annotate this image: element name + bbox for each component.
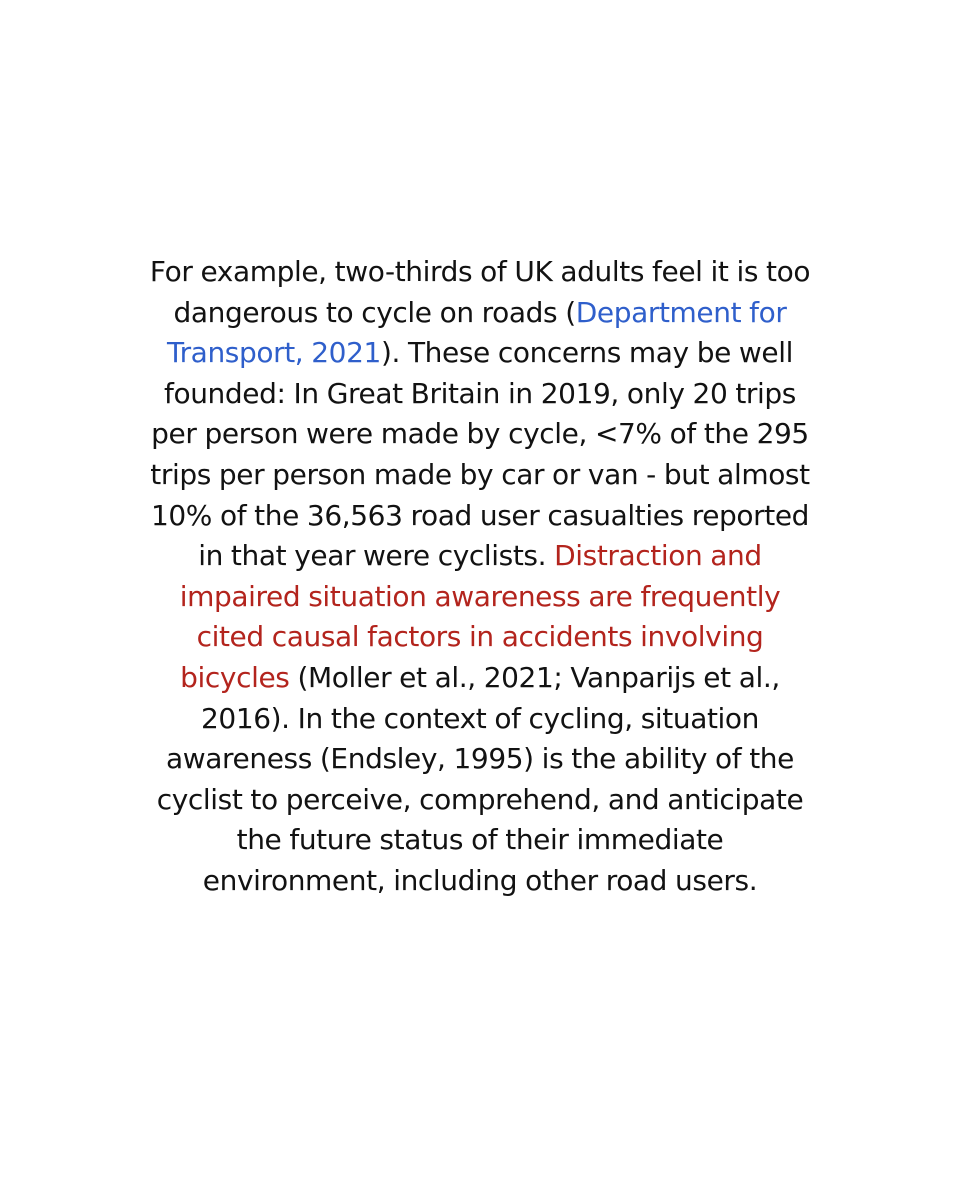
text-line	[60, 455, 900, 496]
text-run: trips per person made by car or van - but almost	[150, 457, 810, 491]
highlighted-claim: impaired situation awareness are frequently	[179, 579, 781, 613]
text-run: (Moller et al., 2021; Vanparijs et al.,	[289, 660, 780, 694]
text-run: in that year were cyclists.	[198, 539, 555, 573]
text-line	[60, 333, 900, 374]
text-line	[60, 739, 900, 780]
text-run: dangerous to cycle on roads (	[173, 295, 576, 329]
text-run: awareness (Endsley, 1995) is the ability of the	[166, 742, 794, 776]
text-run: For example, two-thirds of UK adults feel it is too	[149, 255, 811, 288]
text-run: per person were made by cycle, <7% of the 295	[151, 417, 809, 451]
text-run: the future status of their immediate	[236, 823, 724, 857]
text-line	[60, 414, 900, 455]
citation-link-dft[interactable]: Department for	[575, 295, 787, 329]
text-run: cyclist to perceive, comprehend, and anticipate	[156, 782, 804, 816]
text-run: 10% of the 36,563 road user casualties reported	[150, 498, 810, 532]
text-line	[60, 699, 900, 740]
citation-link-dft-continued[interactable]: Transport, 2021	[166, 336, 381, 370]
highlighted-claim: cited causal factors in accidents involving	[196, 620, 764, 654]
text-line	[60, 861, 900, 902]
text-line	[60, 374, 900, 415]
highlighted-claim: bicycles	[180, 660, 290, 694]
text-line	[60, 617, 900, 658]
text-run: founded: In Great Britain in 2019, only 20 trips	[164, 376, 796, 410]
text-run: environment, including other road users.	[202, 863, 758, 897]
text-line	[60, 658, 900, 699]
text-line	[60, 820, 900, 861]
text-line	[60, 577, 900, 618]
text-line	[60, 496, 900, 537]
text-line	[60, 536, 900, 577]
text-run: 2016). In the context of cycling, situation	[201, 701, 759, 735]
highlighted-claim: Distraction and	[554, 539, 762, 573]
text-line	[60, 780, 900, 821]
text-line	[60, 293, 900, 334]
text-run: ). These concerns may be well	[380, 336, 793, 370]
body-paragraph	[60, 252, 900, 902]
text-line	[60, 252, 900, 293]
